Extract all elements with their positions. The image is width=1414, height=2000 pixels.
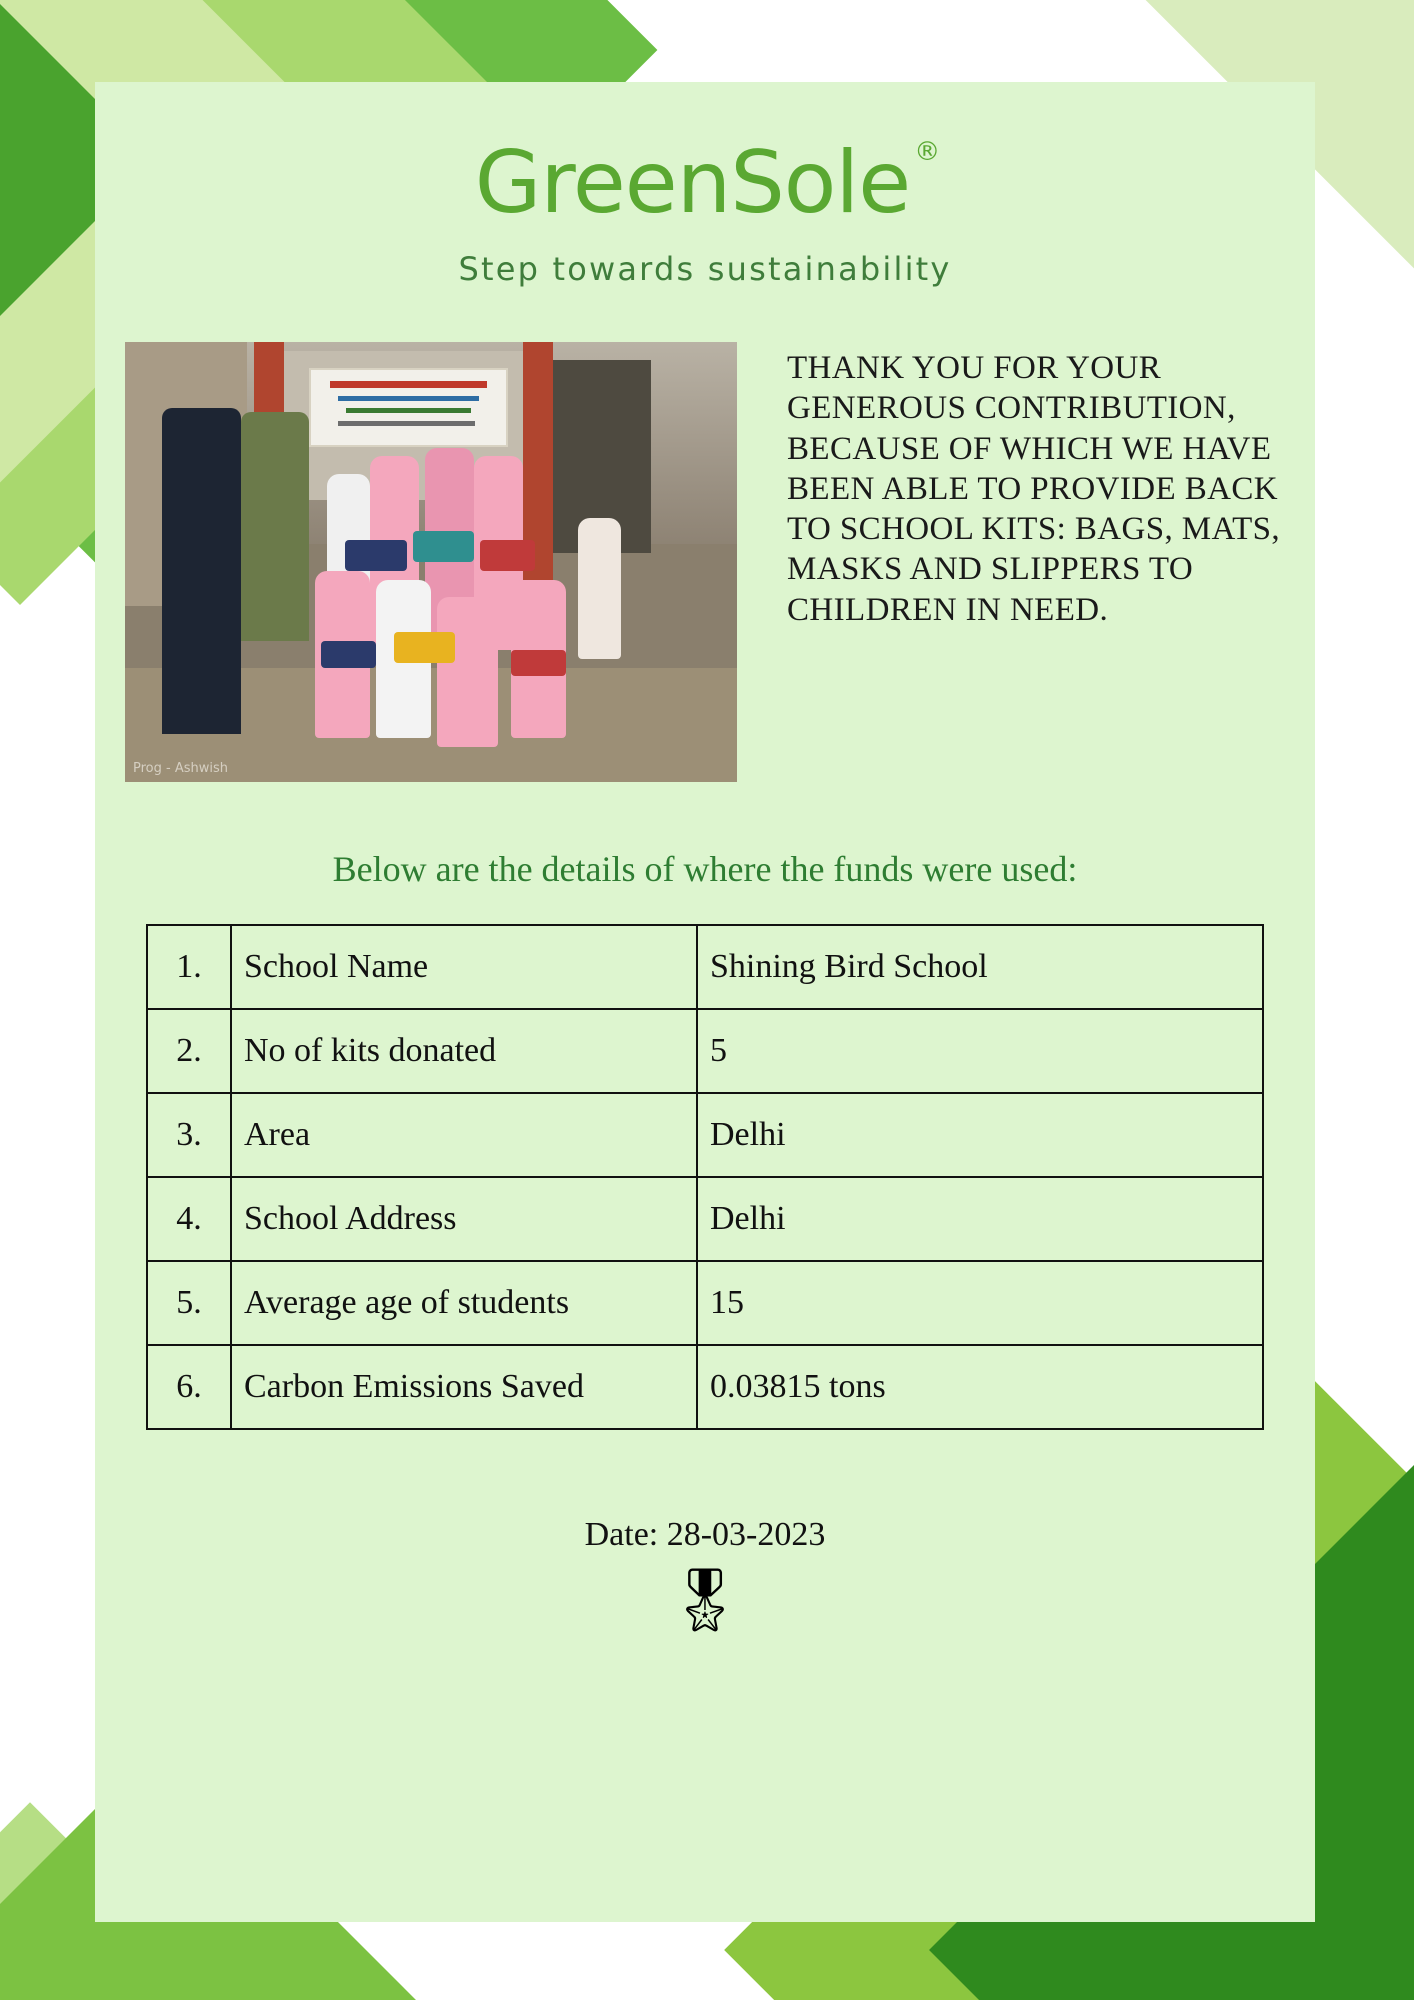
photo-credit: Prog - Ashwish bbox=[133, 761, 228, 776]
row-number: 1. bbox=[147, 925, 231, 1009]
row-number: 4. bbox=[147, 1177, 231, 1261]
row-value: 5 bbox=[697, 1009, 1263, 1093]
table-row bbox=[147, 925, 1263, 1009]
row-label: Average age of students bbox=[231, 1261, 697, 1345]
donation-photo bbox=[125, 342, 737, 782]
row-label: Area bbox=[231, 1093, 697, 1177]
brand-tagline: Step towards sustainability bbox=[458, 250, 952, 288]
details-table bbox=[146, 924, 1264, 1430]
row-value: Delhi bbox=[697, 1177, 1263, 1261]
row-number: 5. bbox=[147, 1261, 231, 1345]
table-row bbox=[147, 1177, 1263, 1261]
row-number: 3. bbox=[147, 1093, 231, 1177]
row-value: Delhi bbox=[697, 1093, 1263, 1177]
details-table-wrapper bbox=[146, 924, 1264, 1430]
award-rosette-icon: 🎖 bbox=[665, 1567, 745, 1635]
row-value: Shining Bird School bbox=[697, 925, 1263, 1009]
table-row bbox=[147, 1093, 1263, 1177]
row-label: No of kits donated bbox=[231, 1009, 697, 1093]
table-row bbox=[147, 1009, 1263, 1093]
table-row bbox=[147, 1261, 1263, 1345]
row-number: 6. bbox=[147, 1345, 231, 1429]
row-number: 2. bbox=[147, 1009, 231, 1093]
row-value: 15 bbox=[697, 1261, 1263, 1345]
row-label: Carbon Emissions Saved bbox=[231, 1345, 697, 1429]
row-label: School Address bbox=[231, 1177, 697, 1261]
funds-usage-subtitle: Below are the details of where the funds were used: bbox=[332, 849, 1078, 889]
logo-wordmark-text: GreenSole bbox=[474, 133, 911, 233]
table-row bbox=[147, 1345, 1263, 1429]
certificate-card bbox=[95, 82, 1315, 1922]
certificate-date: Date: 28-03-2023 bbox=[584, 1516, 826, 1553]
event-banner-in-photo bbox=[309, 368, 509, 447]
row-label: School Name bbox=[231, 925, 697, 1009]
thank-you-message: THANK YOU FOR YOUR GENEROUS CONTRIBUTION, BECAUSE OF WHICH WE HAVE BEEN ABLE TO PROVIDE BACK TO SCHOOL KITS: BAGS, MATS, MASKS AND SLIPPERS TO CHILDREN IN NEED. bbox=[787, 350, 1281, 628]
row-value: 0.03815 tons bbox=[697, 1345, 1263, 1429]
brand-logo bbox=[95, 82, 1315, 288]
logo-wordmark bbox=[474, 133, 940, 233]
registered-trademark-icon: ® bbox=[914, 137, 940, 168]
hero-section bbox=[95, 342, 1315, 782]
